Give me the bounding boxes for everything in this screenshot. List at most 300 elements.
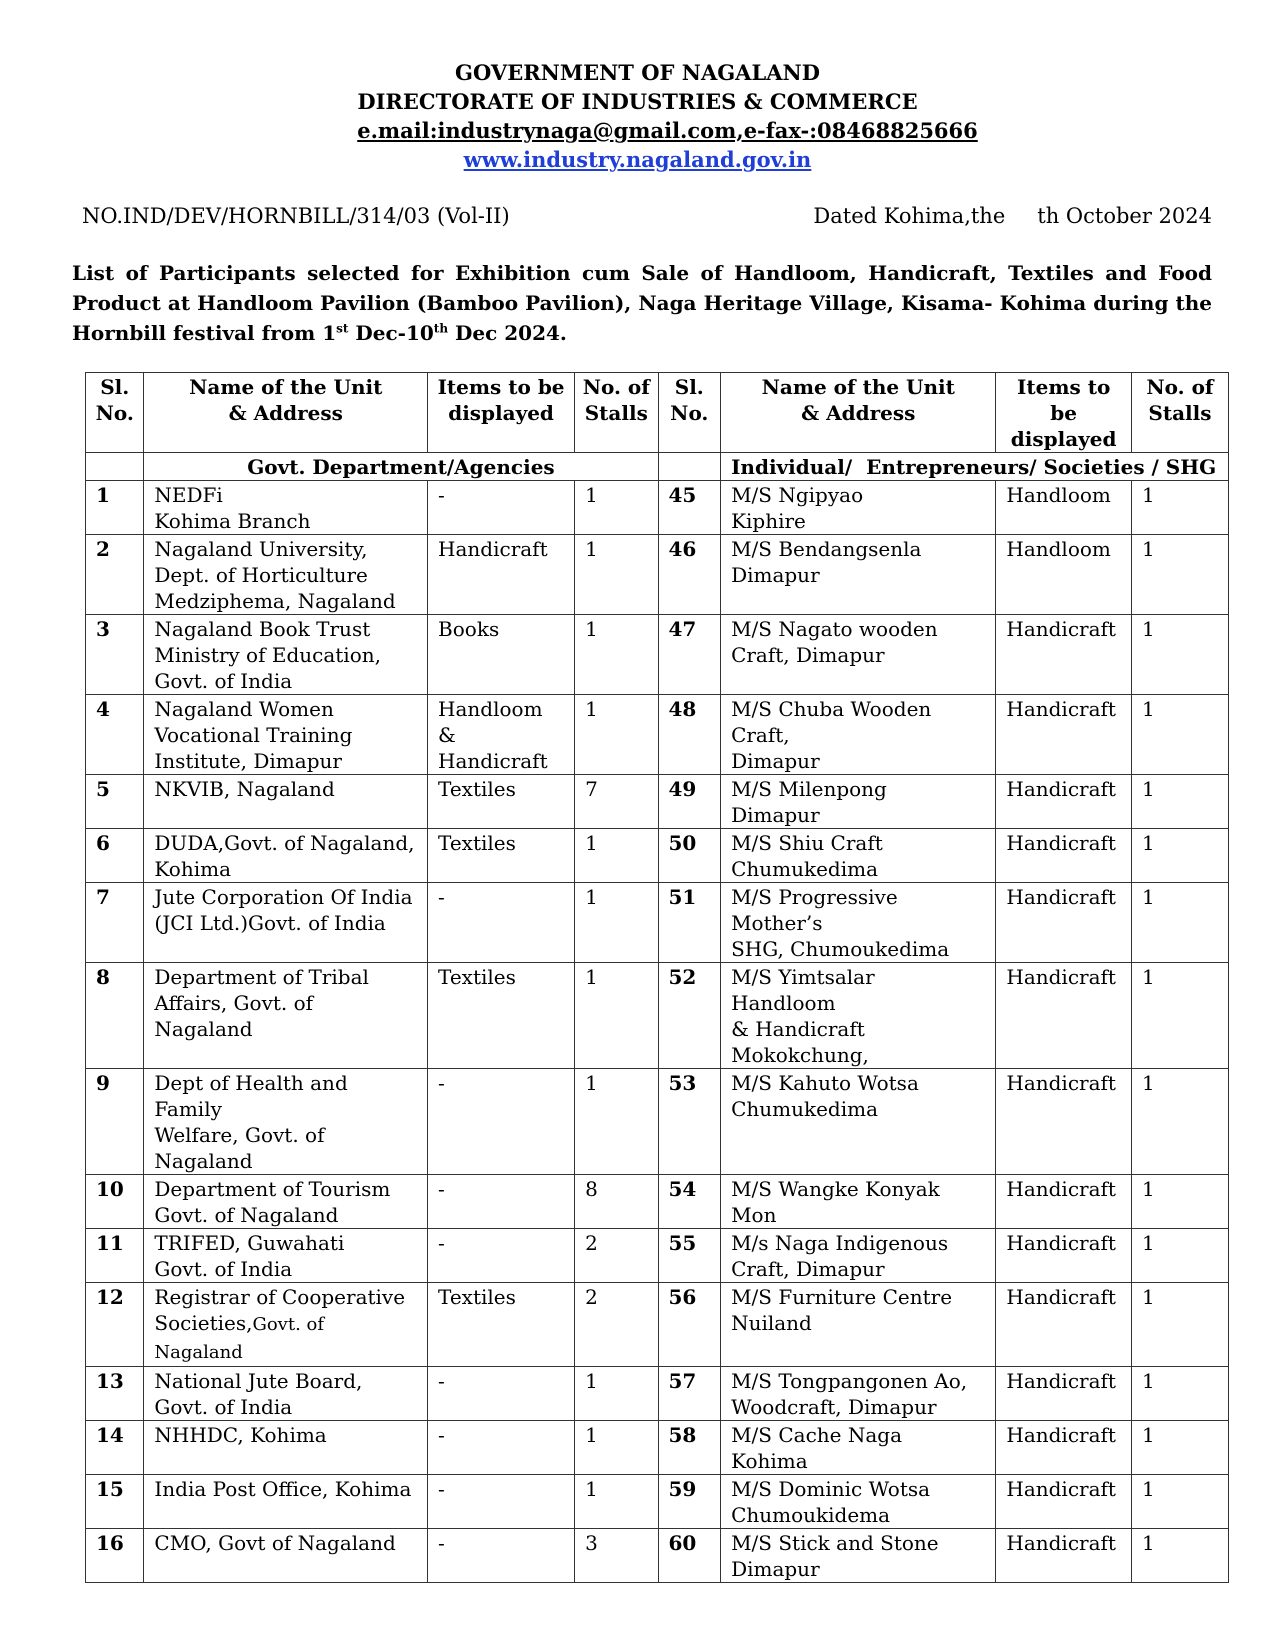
unit-name-right-cell [721, 963, 996, 1069]
sl-no-right-cell [658, 883, 721, 963]
unit-name-text: M/S Ngipyao Kiphire [731, 483, 864, 533]
sl-no-text: 4 [96, 697, 110, 721]
items-text: - [438, 1177, 445, 1201]
items-text: Handicraft [1006, 831, 1116, 855]
dated-line [813, 204, 1212, 228]
stalls-left-cell [575, 883, 658, 963]
items-text: Textiles [438, 831, 516, 855]
unit-name-text: M/S Dominic Wotsa Chumoukidema [731, 1477, 931, 1527]
items-left-cell [428, 1367, 575, 1421]
sl-no-text: 58 [668, 1423, 697, 1447]
unit-name-right-cell [721, 1475, 996, 1529]
header-items-right: Items to be displayed [996, 373, 1132, 453]
stalls-right-cell [1131, 695, 1228, 775]
table-row [86, 481, 1229, 535]
unit-name-text: Nagaland University, Dept. of Horticulture Medziphema, Nagaland [154, 537, 396, 613]
items-left-cell [428, 963, 575, 1069]
unit-name-text: M/S Chuba Wooden Craft, Dimapur [731, 697, 932, 773]
stalls-text: 1 [1141, 1231, 1155, 1255]
stalls-right-cell [1131, 1069, 1228, 1175]
unit-name-text: M/s Naga Indigenous Craft, Dimapur [731, 1231, 949, 1281]
sl-no-right-cell [658, 695, 721, 775]
items-text: Handicraft [1006, 1477, 1116, 1501]
stalls-left-cell [575, 535, 658, 615]
section-spacer-right [658, 453, 721, 481]
stalls-text: 1 [585, 885, 598, 909]
unit-name-text: Department of Tourism Govt. of Nagaland [154, 1177, 391, 1227]
items-text: Textiles [438, 777, 516, 801]
stalls-text: 1 [1141, 483, 1155, 507]
items-text: Handloom [1006, 537, 1111, 561]
unit-name-right-cell [721, 829, 996, 883]
unit-name-left-cell [144, 481, 428, 535]
email-fax-line[interactable]: e.mail:industrynaga@gmail.com,e-fax-:08468825666 [357, 118, 978, 143]
unit-name-text: M/S Yimtsalar Handloom & Handicraft Mokokchung, [731, 965, 875, 1067]
items-text: Handicraft [1006, 965, 1116, 989]
items-left-cell [428, 883, 575, 963]
table-row [86, 1529, 1229, 1583]
stalls-right-cell [1131, 775, 1228, 829]
stalls-right-cell [1131, 1475, 1228, 1529]
section-spacer-left [86, 453, 144, 481]
sl-no-right-cell [658, 1229, 721, 1283]
items-left-cell [428, 535, 575, 615]
items-text: - [438, 1477, 445, 1501]
unit-name-text: M/S Shiu Craft Chumukedima [731, 831, 883, 881]
sl-no-left-cell [86, 1283, 144, 1367]
sl-no-left-cell [86, 1367, 144, 1421]
items-right-cell [996, 963, 1132, 1069]
sl-no-left-cell [86, 1175, 144, 1229]
sl-no-text: 49 [668, 777, 697, 801]
stalls-left-cell [575, 1283, 658, 1367]
sl-no-text: 55 [668, 1231, 697, 1255]
stalls-text: 1 [1141, 1423, 1155, 1447]
sl-no-left-cell [86, 1475, 144, 1529]
sl-no-text: 11 [96, 1231, 124, 1255]
items-text: - [438, 1531, 445, 1555]
stalls-text: 1 [585, 617, 598, 641]
table-row [86, 829, 1229, 883]
unit-name-text: M/S Cache Naga Kohima [731, 1423, 902, 1473]
items-right-cell [996, 1475, 1132, 1529]
stalls-left-cell [575, 1175, 658, 1229]
unit-name-text: India Post Office, Kohima [154, 1477, 412, 1501]
unit-name-right-cell [721, 1421, 996, 1475]
unit-name-text: M/S Bendangsenla Dimapur [731, 537, 922, 587]
table-row [86, 1229, 1229, 1283]
items-text: - [438, 1423, 445, 1447]
sl-no-text: 56 [668, 1285, 697, 1309]
reference-row [82, 204, 1212, 228]
sl-no-left-cell [86, 481, 144, 535]
stalls-text: 3 [585, 1531, 598, 1555]
stalls-right-cell [1131, 1175, 1228, 1229]
intro-sup-th: th [433, 321, 449, 336]
stalls-text: 1 [585, 1071, 598, 1095]
directorate-title: DIRECTORATE OF INDUSTRIES & COMMERCE [357, 89, 918, 114]
unit-name-small-text: Govt. of Nagaland [154, 1314, 325, 1363]
intro-end: Dec 2024. [448, 321, 567, 345]
stalls-right-cell [1131, 1229, 1228, 1283]
unit-name-left-cell [144, 883, 428, 963]
unit-name-left-cell [144, 1175, 428, 1229]
sl-no-text: 14 [96, 1423, 124, 1447]
stalls-text: 1 [585, 965, 598, 989]
items-left-cell [428, 1421, 575, 1475]
unit-name-text: Department of Tribal Affairs, Govt. of Nagaland [154, 965, 369, 1041]
sl-no-left-cell [86, 1069, 144, 1175]
unit-name-left-cell [144, 1421, 428, 1475]
items-right-cell [996, 1069, 1132, 1175]
date-value: th October 2024 [1037, 204, 1212, 228]
items-text: Textiles [438, 965, 516, 989]
stalls-text: 1 [585, 537, 598, 561]
items-text: Handicraft [1006, 697, 1116, 721]
header-stalls-left: No. of Stalls [575, 373, 658, 453]
govt-title: GOVERNMENT OF NAGALAND [455, 60, 820, 85]
stalls-left-cell [575, 481, 658, 535]
stalls-text: 1 [1141, 1477, 1155, 1501]
items-left-cell [428, 829, 575, 883]
stalls-text: 1 [585, 483, 598, 507]
items-text: - [438, 885, 445, 909]
items-text: Handicraft [1006, 885, 1116, 909]
unit-name-text: M/S Wangke Konyak Mon [731, 1177, 940, 1227]
unit-name-text: M/S Progressive Mother’s SHG, Chumoukedima [731, 885, 950, 961]
items-right-cell [996, 481, 1132, 535]
items-right-cell [996, 1529, 1132, 1583]
header-sl-no-left: Sl. No. [86, 373, 144, 453]
items-text: Handloom [1006, 483, 1111, 507]
stalls-text: 1 [1141, 1177, 1155, 1201]
items-right-cell [996, 1229, 1132, 1283]
items-text: Books [438, 617, 500, 641]
stalls-text: 1 [1141, 885, 1155, 909]
stalls-text: 1 [1141, 1369, 1155, 1393]
items-left-cell [428, 695, 575, 775]
stalls-text: 1 [585, 697, 598, 721]
letterhead [0, 58, 1275, 174]
stalls-text: 1 [1141, 537, 1155, 561]
stalls-right-cell [1131, 1283, 1228, 1367]
stalls-right-cell [1131, 829, 1228, 883]
unit-name-text: M/S Stick and Stone Dimapur [731, 1531, 939, 1581]
stalls-text: 1 [1141, 697, 1155, 721]
stalls-text: 1 [1141, 965, 1155, 989]
table-row [86, 1475, 1229, 1529]
items-text: Handloom & Handicraft [438, 697, 548, 773]
items-text: Handicraft [1006, 1177, 1116, 1201]
header-sl-no-right: Sl. No. [658, 373, 721, 453]
sl-no-text: 13 [96, 1369, 124, 1393]
sl-no-text: 52 [668, 965, 697, 989]
unit-name-right-cell [721, 615, 996, 695]
stalls-left-cell [575, 775, 658, 829]
sl-no-text: 60 [668, 1531, 697, 1555]
items-right-cell [996, 535, 1132, 615]
unit-name-text: M/S Furniture Centre Nuiland [731, 1285, 953, 1335]
stalls-right-cell [1131, 535, 1228, 615]
sl-no-text: 47 [668, 617, 697, 641]
stalls-left-cell [575, 615, 658, 695]
unit-name-left-cell [144, 829, 428, 883]
sl-no-left-cell [86, 829, 144, 883]
items-left-cell [428, 1069, 575, 1175]
section-govt: Govt. Department/Agencies [144, 453, 658, 481]
table-row [86, 1421, 1229, 1475]
intro-sup-st: st [336, 321, 349, 336]
sl-no-text: 5 [96, 777, 110, 801]
stalls-text: 1 [585, 1423, 598, 1447]
section-individual: Individual/ Entrepreneurs/ Societies / SHG [721, 453, 1229, 481]
section-row [86, 453, 1229, 481]
stalls-text: 1 [1141, 831, 1155, 855]
unit-name-left-cell [144, 695, 428, 775]
participants-table [85, 372, 1229, 1583]
table-header-row [86, 373, 1229, 453]
unit-name-text: Registrar of Cooperative Societies, [154, 1285, 406, 1335]
stalls-right-cell [1131, 963, 1228, 1069]
unit-name-text: Nagaland Book Trust Ministry of Education, Govt. of India [154, 617, 381, 693]
sl-no-text: 2 [96, 537, 110, 561]
stalls-right-cell [1131, 481, 1228, 535]
unit-name-right-cell [721, 481, 996, 535]
table-row [86, 695, 1229, 775]
unit-name-right-cell [721, 535, 996, 615]
unit-name-right-cell [721, 1283, 996, 1367]
items-text: Handicraft [1006, 777, 1116, 801]
table-row [86, 883, 1229, 963]
sl-no-right-cell [658, 1175, 721, 1229]
items-left-cell [428, 1229, 575, 1283]
items-text: - [438, 483, 445, 507]
stalls-text: 1 [1141, 1531, 1155, 1555]
unit-name-left-cell [144, 535, 428, 615]
table-row [86, 1069, 1229, 1175]
sl-no-text: 7 [96, 885, 110, 909]
items-text: Handicraft [1006, 1231, 1116, 1255]
unit-name-right-cell [721, 1069, 996, 1175]
stalls-left-cell [575, 963, 658, 1069]
sl-no-right-cell [658, 1283, 721, 1367]
table-row [86, 615, 1229, 695]
sl-no-right-cell [658, 535, 721, 615]
sl-no-right-cell [658, 1529, 721, 1583]
stalls-text: 1 [1141, 1071, 1155, 1095]
stalls-right-cell [1131, 1529, 1228, 1583]
items-right-cell [996, 1175, 1132, 1229]
sl-no-right-cell [658, 1367, 721, 1421]
unit-name-text: Nagaland Women Vocational Training Institute, Dimapur [154, 697, 353, 773]
items-left-cell [428, 1475, 575, 1529]
unit-name-right-cell [721, 1229, 996, 1283]
header-items-left: Items to be displayed [428, 373, 575, 453]
sl-no-text: 6 [96, 831, 110, 855]
sl-no-right-cell [658, 775, 721, 829]
table-row [86, 535, 1229, 615]
items-right-cell [996, 883, 1132, 963]
stalls-text: 1 [1141, 777, 1155, 801]
items-right-cell [996, 1367, 1132, 1421]
sl-no-right-cell [658, 481, 721, 535]
unit-name-right-cell [721, 775, 996, 829]
items-text: Handicraft [438, 537, 548, 561]
sl-no-left-cell [86, 615, 144, 695]
unit-name-right-cell [721, 883, 996, 963]
items-text: - [438, 1369, 445, 1393]
sl-no-left-cell [86, 1421, 144, 1475]
items-left-cell [428, 1283, 575, 1367]
items-text: Handicraft [1006, 1071, 1116, 1095]
sl-no-text: 8 [96, 965, 110, 989]
items-text: - [438, 1071, 445, 1095]
stalls-right-cell [1131, 615, 1228, 695]
unit-name-right-cell [721, 695, 996, 775]
stalls-text: 7 [585, 777, 598, 801]
stalls-text: 2 [585, 1285, 598, 1309]
items-left-cell [428, 481, 575, 535]
table-row [86, 1175, 1229, 1229]
reference-number: NO.IND/DEV/HORNBILL/314/03 (Vol-II) [82, 204, 510, 228]
sl-no-text: 51 [668, 885, 697, 909]
unit-name-right-cell [721, 1175, 996, 1229]
items-right-cell [996, 1421, 1132, 1475]
sl-no-left-cell [86, 535, 144, 615]
intro-mid: Dec-10 [348, 321, 434, 345]
sl-no-right-cell [658, 1069, 721, 1175]
sl-no-left-cell [86, 1229, 144, 1283]
items-text: Handicraft [1006, 1531, 1116, 1555]
unit-name-text: Dept of Health and Family Welfare, Govt. of Nagaland [154, 1071, 348, 1173]
website-link[interactable]: www.industry.nagaland.gov.in [463, 147, 812, 172]
table-row [86, 1367, 1229, 1421]
sl-no-text: 46 [668, 537, 697, 561]
unit-name-left-cell [144, 615, 428, 695]
sl-no-text: 53 [668, 1071, 697, 1095]
stalls-text: 1 [585, 1369, 598, 1393]
unit-name-text: M/S Nagato wooden Craft, Dimapur [731, 617, 938, 667]
stalls-left-cell [575, 1069, 658, 1175]
unit-name-text: National Jute Board, Govt. of India [154, 1369, 363, 1419]
header-stalls-right: No. of Stalls [1131, 373, 1228, 453]
items-text: - [438, 1231, 445, 1255]
stalls-right-cell [1131, 883, 1228, 963]
sl-no-left-cell [86, 963, 144, 1069]
header-name-right: Name of the Unit & Address [721, 373, 996, 453]
unit-name-left-cell [144, 1529, 428, 1583]
items-left-cell [428, 1529, 575, 1583]
stalls-text: 1 [585, 831, 598, 855]
sl-no-text: 12 [96, 1285, 124, 1309]
items-text: Handicraft [1006, 1369, 1116, 1393]
sl-no-left-cell [86, 695, 144, 775]
items-text: Handicraft [1006, 617, 1116, 641]
dated-label: Dated Kohima,the [813, 204, 1006, 228]
sl-no-right-cell [658, 963, 721, 1069]
stalls-right-cell [1131, 1367, 1228, 1421]
table-row [86, 1283, 1229, 1367]
intro-paragraph [72, 258, 1212, 348]
stalls-text: 1 [585, 1477, 598, 1501]
items-text: Textiles [438, 1285, 516, 1309]
unit-name-left-cell [144, 1229, 428, 1283]
table-row [86, 775, 1229, 829]
items-text: Handicraft [1006, 1285, 1116, 1309]
sl-no-text: 45 [668, 483, 697, 507]
items-right-cell [996, 775, 1132, 829]
items-right-cell [996, 615, 1132, 695]
stalls-text: 1 [1141, 1285, 1155, 1309]
items-right-cell [996, 829, 1132, 883]
unit-name-text: CMO, Govt of Nagaland [154, 1531, 396, 1555]
sl-no-text: 15 [96, 1477, 124, 1501]
sl-no-left-cell [86, 775, 144, 829]
sl-no-right-cell [658, 829, 721, 883]
sl-no-text: 10 [96, 1177, 124, 1201]
sl-no-text: 54 [668, 1177, 697, 1201]
unit-name-text: M/S Milenpong Dimapur [731, 777, 887, 827]
sl-no-text: 3 [96, 617, 110, 641]
items-left-cell [428, 1175, 575, 1229]
unit-name-text: NHHDC, Kohima [154, 1423, 327, 1447]
sl-no-left-cell [86, 1529, 144, 1583]
sl-no-right-cell [658, 615, 721, 695]
unit-name-text: Jute Corporation Of India (JCI Ltd.)Govt. of India [154, 885, 413, 935]
header-name-left: Name of the Unit & Address [144, 373, 428, 453]
stalls-left-cell [575, 695, 658, 775]
stalls-left-cell [575, 1475, 658, 1529]
sl-no-right-cell [658, 1475, 721, 1529]
sl-no-text: 16 [96, 1531, 124, 1555]
unit-name-left-cell [144, 1069, 428, 1175]
sl-no-text: 57 [668, 1369, 697, 1393]
unit-name-left-cell [144, 1475, 428, 1529]
sl-no-text: 50 [668, 831, 697, 855]
unit-name-left-cell [144, 1367, 428, 1421]
items-text: Handicraft [1006, 1423, 1116, 1447]
unit-name-left-cell [144, 775, 428, 829]
intro-main: List of Participants selected for Exhibition cum Sale of Handloom, Handicraft, Textiles and Food Product at Handloom Pavilion (Bamboo Pavilion), Naga Heritage Village, Kisama- Kohima during the Hornbill festival from 1 [72, 261, 1212, 345]
unit-name-text: TRIFED, Guwahati Govt. of India [154, 1231, 345, 1281]
table-row [86, 963, 1229, 1069]
stalls-text: 1 [1141, 617, 1155, 641]
stalls-left-cell [575, 829, 658, 883]
sl-no-text: 1 [96, 483, 110, 507]
unit-name-right-cell [721, 1367, 996, 1421]
unit-name-text: M/S Kahuto Wotsa Chumukedima [731, 1071, 919, 1121]
items-left-cell [428, 615, 575, 695]
unit-name-right-cell [721, 1529, 996, 1583]
sl-no-right-cell [658, 1421, 721, 1475]
sl-no-text: 59 [668, 1477, 697, 1501]
stalls-text: 8 [585, 1177, 598, 1201]
items-right-cell [996, 695, 1132, 775]
stalls-left-cell [575, 1421, 658, 1475]
stalls-left-cell [575, 1229, 658, 1283]
unit-name-text: NKVIB, Nagaland [154, 777, 335, 801]
sl-no-left-cell [86, 883, 144, 963]
unit-name-left-cell [144, 963, 428, 1069]
items-right-cell [996, 1283, 1132, 1367]
unit-name-text: M/S Tongpangonen Ao, Woodcraft, Dimapur [731, 1369, 968, 1419]
unit-name-text: NEDFi Kohima Branch [154, 483, 311, 533]
stalls-right-cell [1131, 1421, 1228, 1475]
sl-no-text: 48 [668, 697, 697, 721]
stalls-left-cell [575, 1529, 658, 1583]
stalls-left-cell [575, 1367, 658, 1421]
unit-name-left-cell [144, 1283, 428, 1367]
